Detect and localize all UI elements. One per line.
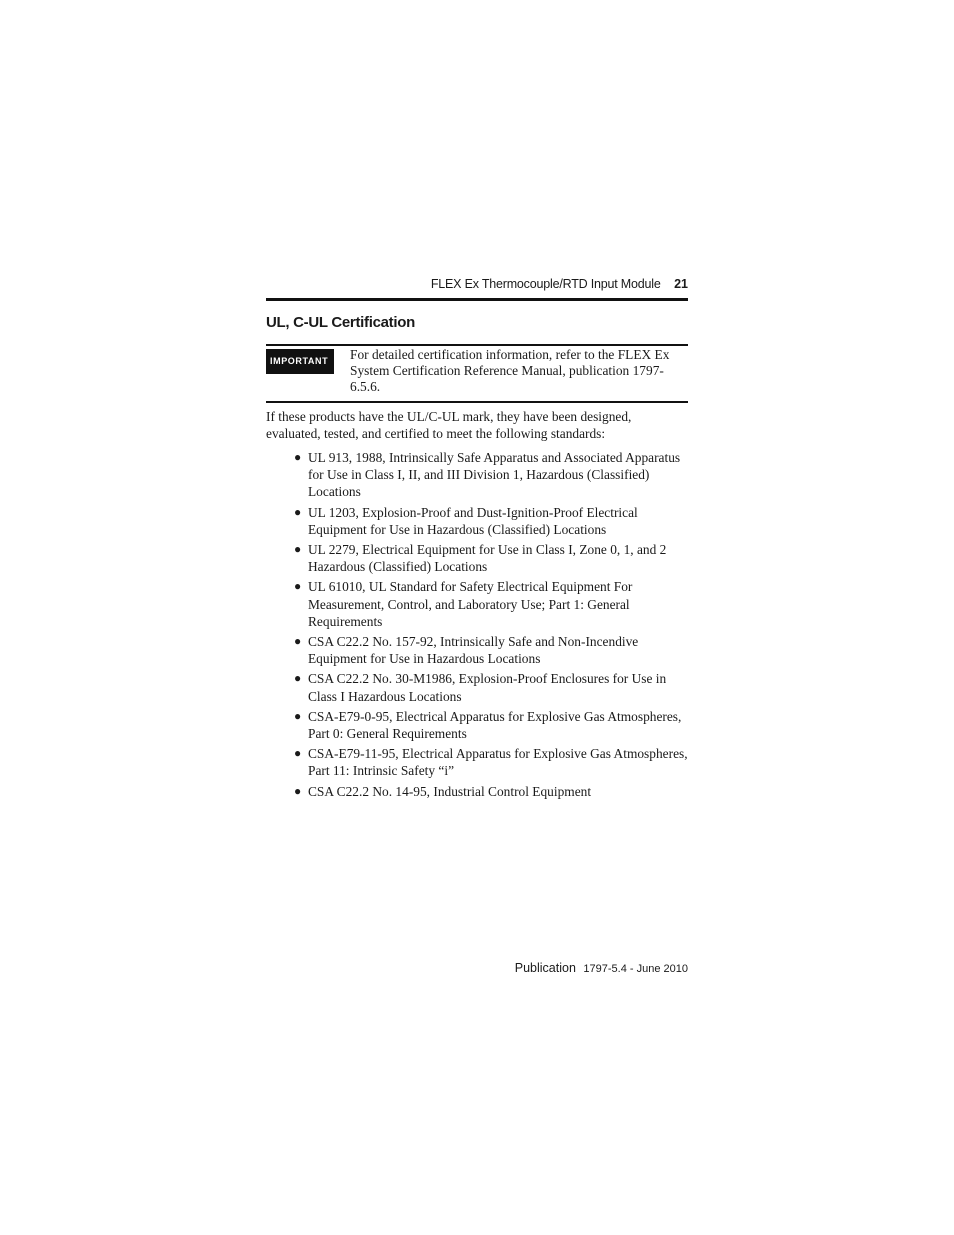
list-item	[290, 541, 690, 575]
bullet-icon: ●	[294, 579, 302, 594]
list-item-text: UL 61010, UL Standard for Safety Electrical Equipment For Measurement, Control, and Laboratory Use; Part 1: General Requirements	[308, 579, 633, 629]
list-item-text: UL 2279, Electrical Equipment for Use in Class I, Zone 0, 1, and 2 Hazardous (Classified) Locations	[308, 542, 667, 575]
list-item	[290, 783, 690, 800]
callout-top-rule	[266, 344, 688, 346]
running-header	[266, 277, 688, 293]
section-heading: UL, C-UL Certification	[266, 314, 415, 331]
bullet-icon: ●	[294, 504, 302, 519]
callout-bottom-rule	[266, 401, 688, 403]
list-item	[290, 504, 690, 538]
bullet-icon: ●	[294, 542, 302, 557]
footer-label: Publication	[514, 961, 576, 975]
publication-number: 1797-5.4 - June 2010	[583, 963, 688, 975]
list-item-text: CSA-E79-0-95, Electrical Apparatus for Explosive Gas Atmospheres, Part 0: General Requirements	[308, 708, 682, 742]
standards-list	[290, 449, 690, 803]
important-note-text: For detailed certification information, refer to the FLEX Ex System Certification Reference Manual, publication 1797-6.5.6.	[350, 347, 670, 394]
header-rule	[266, 298, 688, 301]
list-item-text: UL 913, 1988, Intrinsically Safe Apparatus and Associated Apparatus for Use in Class I, II, and III Division 1, Hazardous (Classified) Locations	[308, 450, 681, 500]
bullet-icon: ●	[294, 746, 302, 761]
important-badge: IMPORTANT	[266, 349, 334, 374]
bullet-icon: ●	[294, 708, 302, 723]
bullet-icon: ●	[294, 634, 302, 649]
header-title: FLEX Ex Thermocouple/RTD Input Module	[430, 277, 661, 291]
page-number: 21	[674, 277, 688, 291]
page-footer	[266, 961, 688, 975]
list-item	[290, 633, 690, 667]
bullet-icon: ●	[294, 671, 302, 686]
list-item-text: CSA C22.2 No. 14-95, Industrial Control Equipment	[308, 783, 592, 799]
list-item	[290, 745, 690, 779]
bullet-icon: ●	[294, 450, 302, 464]
list-item-text: CSA C22.2 No. 30-M1986, Explosion-Proof Enclosures for Use in Class I Hazardous Locations	[308, 671, 667, 704]
list-item-text: CSA C22.2 No. 157-92, Intrinsically Safe and Non-Incendive Equipment for Use in Hazardous Locations	[308, 634, 639, 667]
intro-paragraph: If these products have the UL/C-UL mark, they have been designed, evaluated, tested, and certified to meet the following standards:	[266, 409, 632, 441]
list-item	[290, 578, 690, 630]
list-item	[290, 449, 690, 501]
list-item-text: CSA-E79-11-95, Electrical Apparatus for Explosive Gas Atmospheres, Part 11: Intrinsic Safety “i”	[308, 746, 688, 779]
list-item-text: UL 1203, Explosion-Proof and Dust-Ignition-Proof Electrical Equipment for Use in Hazardous (Classified) Locations	[308, 504, 638, 537]
list-item	[290, 708, 690, 742]
list-item	[290, 670, 690, 704]
bullet-icon: ●	[294, 783, 302, 798]
